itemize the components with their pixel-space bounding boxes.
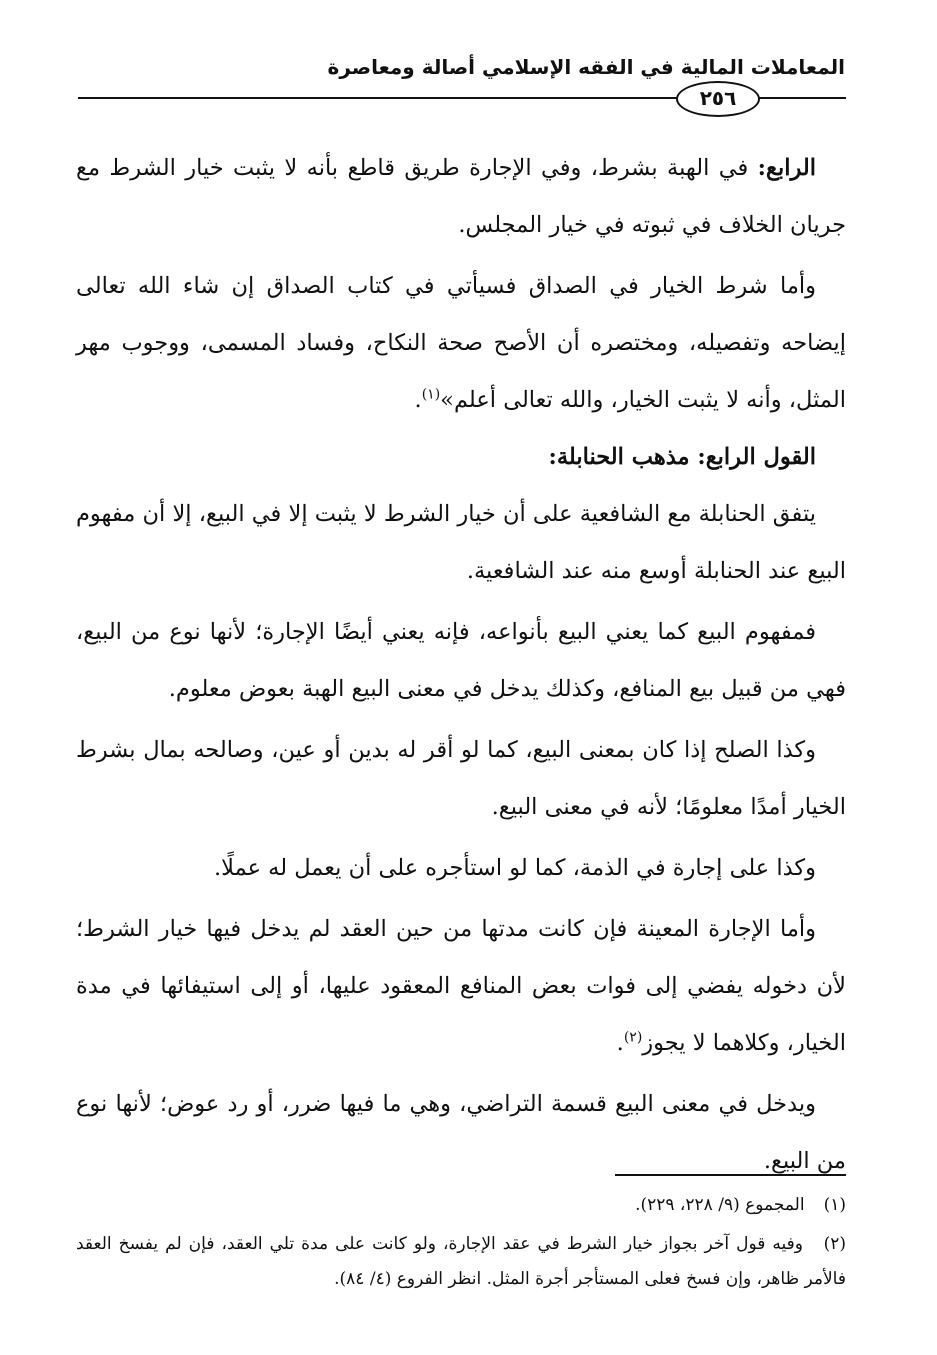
footnote-number: (١) [823,1195,846,1215]
paragraph-8: ويدخل في معنى البيع قسمة التراضي، وهي ما فيها ضرر، أو رد عوض؛ لأنها نوع من البيع. [76,1091,846,1174]
paragraph-end: . [414,387,422,413]
section-heading: القول الرابع: مذهب الحنابلة: [548,444,816,470]
footnote-ref-1[interactable]: (١) [421,386,441,403]
main-text [76,140,846,1190]
footnote-ref-2[interactable]: (٢) [623,1029,643,1046]
paragraph-4: فمفهوم البيع كما يعني البيع بأنواعه، فإنه يعني أيضًا الإجارة؛ لأنها نوع من البيع، فهي من قبيل بيع المنافع، وكذلك يدخل في معنى البيع الهبة بعوض معلوم. [76,619,846,702]
paragraph-3: يتفق الحنابلة مع الشافعية على أن خيار الشرط لا يثبت إلا في البيع، إلا أن مفهوم البيع عند الحنابلة أوسع منه عند الشافعية. [76,501,846,584]
footnote-number: (٢) [823,1234,847,1254]
footnote-text: وفيه قول آخر بجواز خيار الشرط في عقد الإجارة، ولو كانت على مدة تلي العقد، فإن لم يفسخ العقد فالأمر ظاهر، وإن فسخ فعلى المستأجر أجرة المثل. انظر الفروع (٤/ ٨٤). [76,1234,846,1289]
paragraph-7 [76,901,846,1072]
footnotes [76,1188,846,1301]
paragraph-end: . [616,1030,624,1056]
footnote-text: المجموع (٩/ ٢٢٨، ٢٢٩). [635,1195,805,1215]
paragraph-1 [76,140,846,254]
page-number: ٢٥٦ [676,81,760,117]
footnote-2 [76,1227,846,1297]
paragraph-5: وكذا الصلح إذا كان بمعنى البيع، كما لو أقر له بدين أو عين، وصالحه بمال بشرط الخيار أمدًا معلومًا؛ لأنه في معنى البيع. [76,737,846,820]
running-title: المعاملات المالية في الفقه الإسلامي أصالة ومعاصرة [327,55,845,79]
footnote-rule [615,1174,846,1176]
paragraph-lead: الرابع: [757,155,816,181]
paragraph-6: وكذا على إجارة في الذمة، كما لو استأجره على أن يعمل له عملًا. [214,855,816,881]
footnote-1 [76,1188,846,1223]
paragraph-text: وأما شرط الخيار في الصداق فسيأتي في كتاب الصداق إن شاء الله تعالى إيضاحه وتفصيله، ومختصره أن الأصح صحة النكاح، وفساد المسمى، ووجوب مهر المثل، وأنه لا يثبت الخيار، والله تعالى أعلم» [76,273,846,413]
paragraph-text: في الهبة بشرط، وفي الإجارة طريق قاطع بأنه لا يثبت خيار الشرط مع جريان الخلاف في ثبوته في خيار المجلس. [76,155,846,238]
paragraph-2 [76,258,846,429]
paragraph-text: وأما الإجارة المعينة فإن كانت مدتها من حين العقد لم يدخل فيها خيار الشرط؛ لأن دخوله يفضي إلى فوات بعض المنافع المعقود عليها، أو إلى استيفائها في مدة الخيار، وكلاهما لا يجوز [76,916,846,1056]
